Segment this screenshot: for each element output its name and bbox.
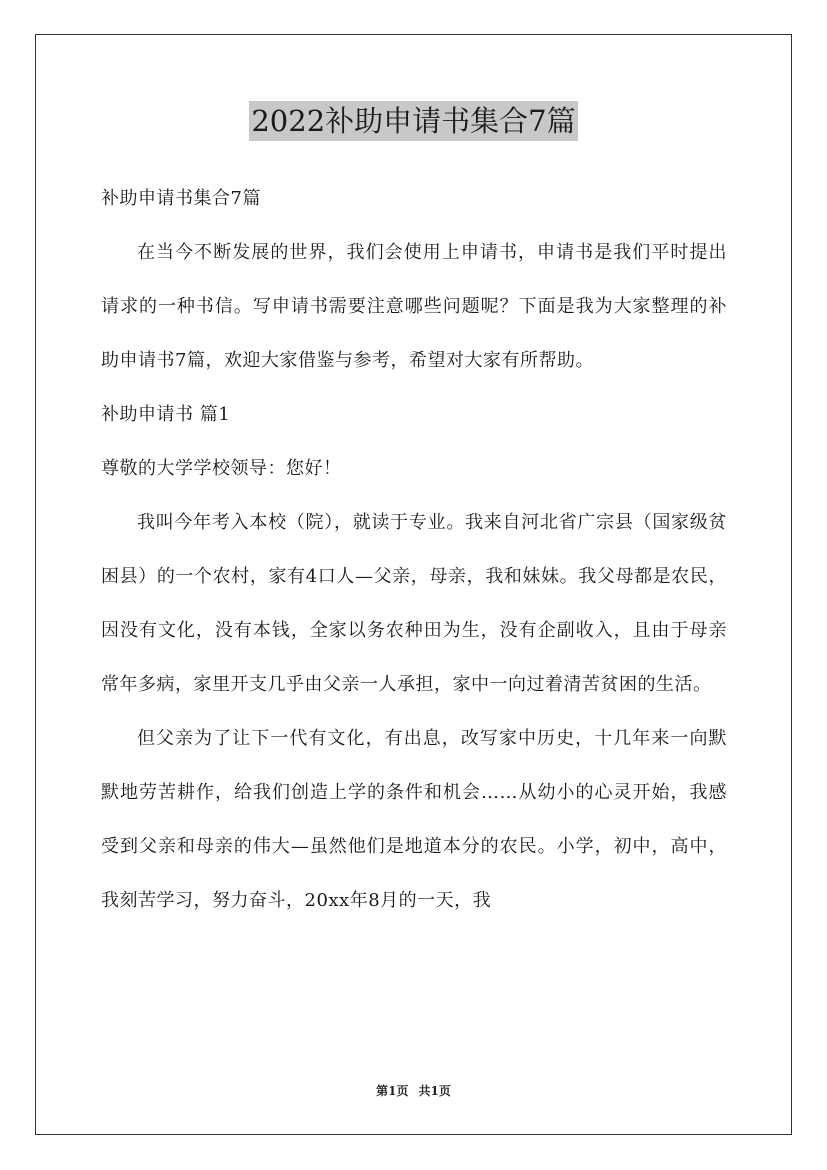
section-heading: 补助申请书 篇1 xyxy=(101,404,231,425)
title-area xyxy=(0,101,827,141)
intro-paragraph: 在当今不断发展的世界，我们会使用上申请书，申请书是我们平时提出请求的一种书信。写申请书需要注意哪些问题呢？下面是我为大家整理的补助申请书7篇，欢迎大家借鉴与参考，希望对大家有所帮助。 xyxy=(101,242,727,371)
page-footer xyxy=(0,1083,827,1099)
page-number: 第1页 xyxy=(376,1084,409,1098)
document-title: 2022补助申请书集合7篇 xyxy=(249,101,577,141)
body-paragraph: 我叫今年考入本校（院），就读于专业。我来自河北省广宗县（国家级贫困县）的一个农村，家有4口人—父亲，母亲，我和妹妹。我父母都是农民，因没有文化，没有本钱，全家以务农种田为生，没有企副收入，且由于母亲常年多病，家里开支几乎由父亲一人承担，家中一向过着清苦贫困的生活。 xyxy=(101,512,727,695)
document-body xyxy=(101,172,727,928)
salutation: 尊敬的大学学校领导：您好！ xyxy=(101,458,342,479)
subtitle-line: 补助申请书集合7篇 xyxy=(101,188,261,209)
body-paragraph: 但父亲为了让下一代有文化，有出息，改写家中历史，十几年来一向默默地劳苦耕作，给我们创造上学的条件和机会……从幼小的心灵开始，我感受到父亲和母亲的伟大—虽然他们是地道本分的农民。小学，初中，高中，我刻苦学习，努力奋斗，20xx年8月的一天，我 xyxy=(101,728,727,911)
page-total: 共1页 xyxy=(418,1084,451,1098)
